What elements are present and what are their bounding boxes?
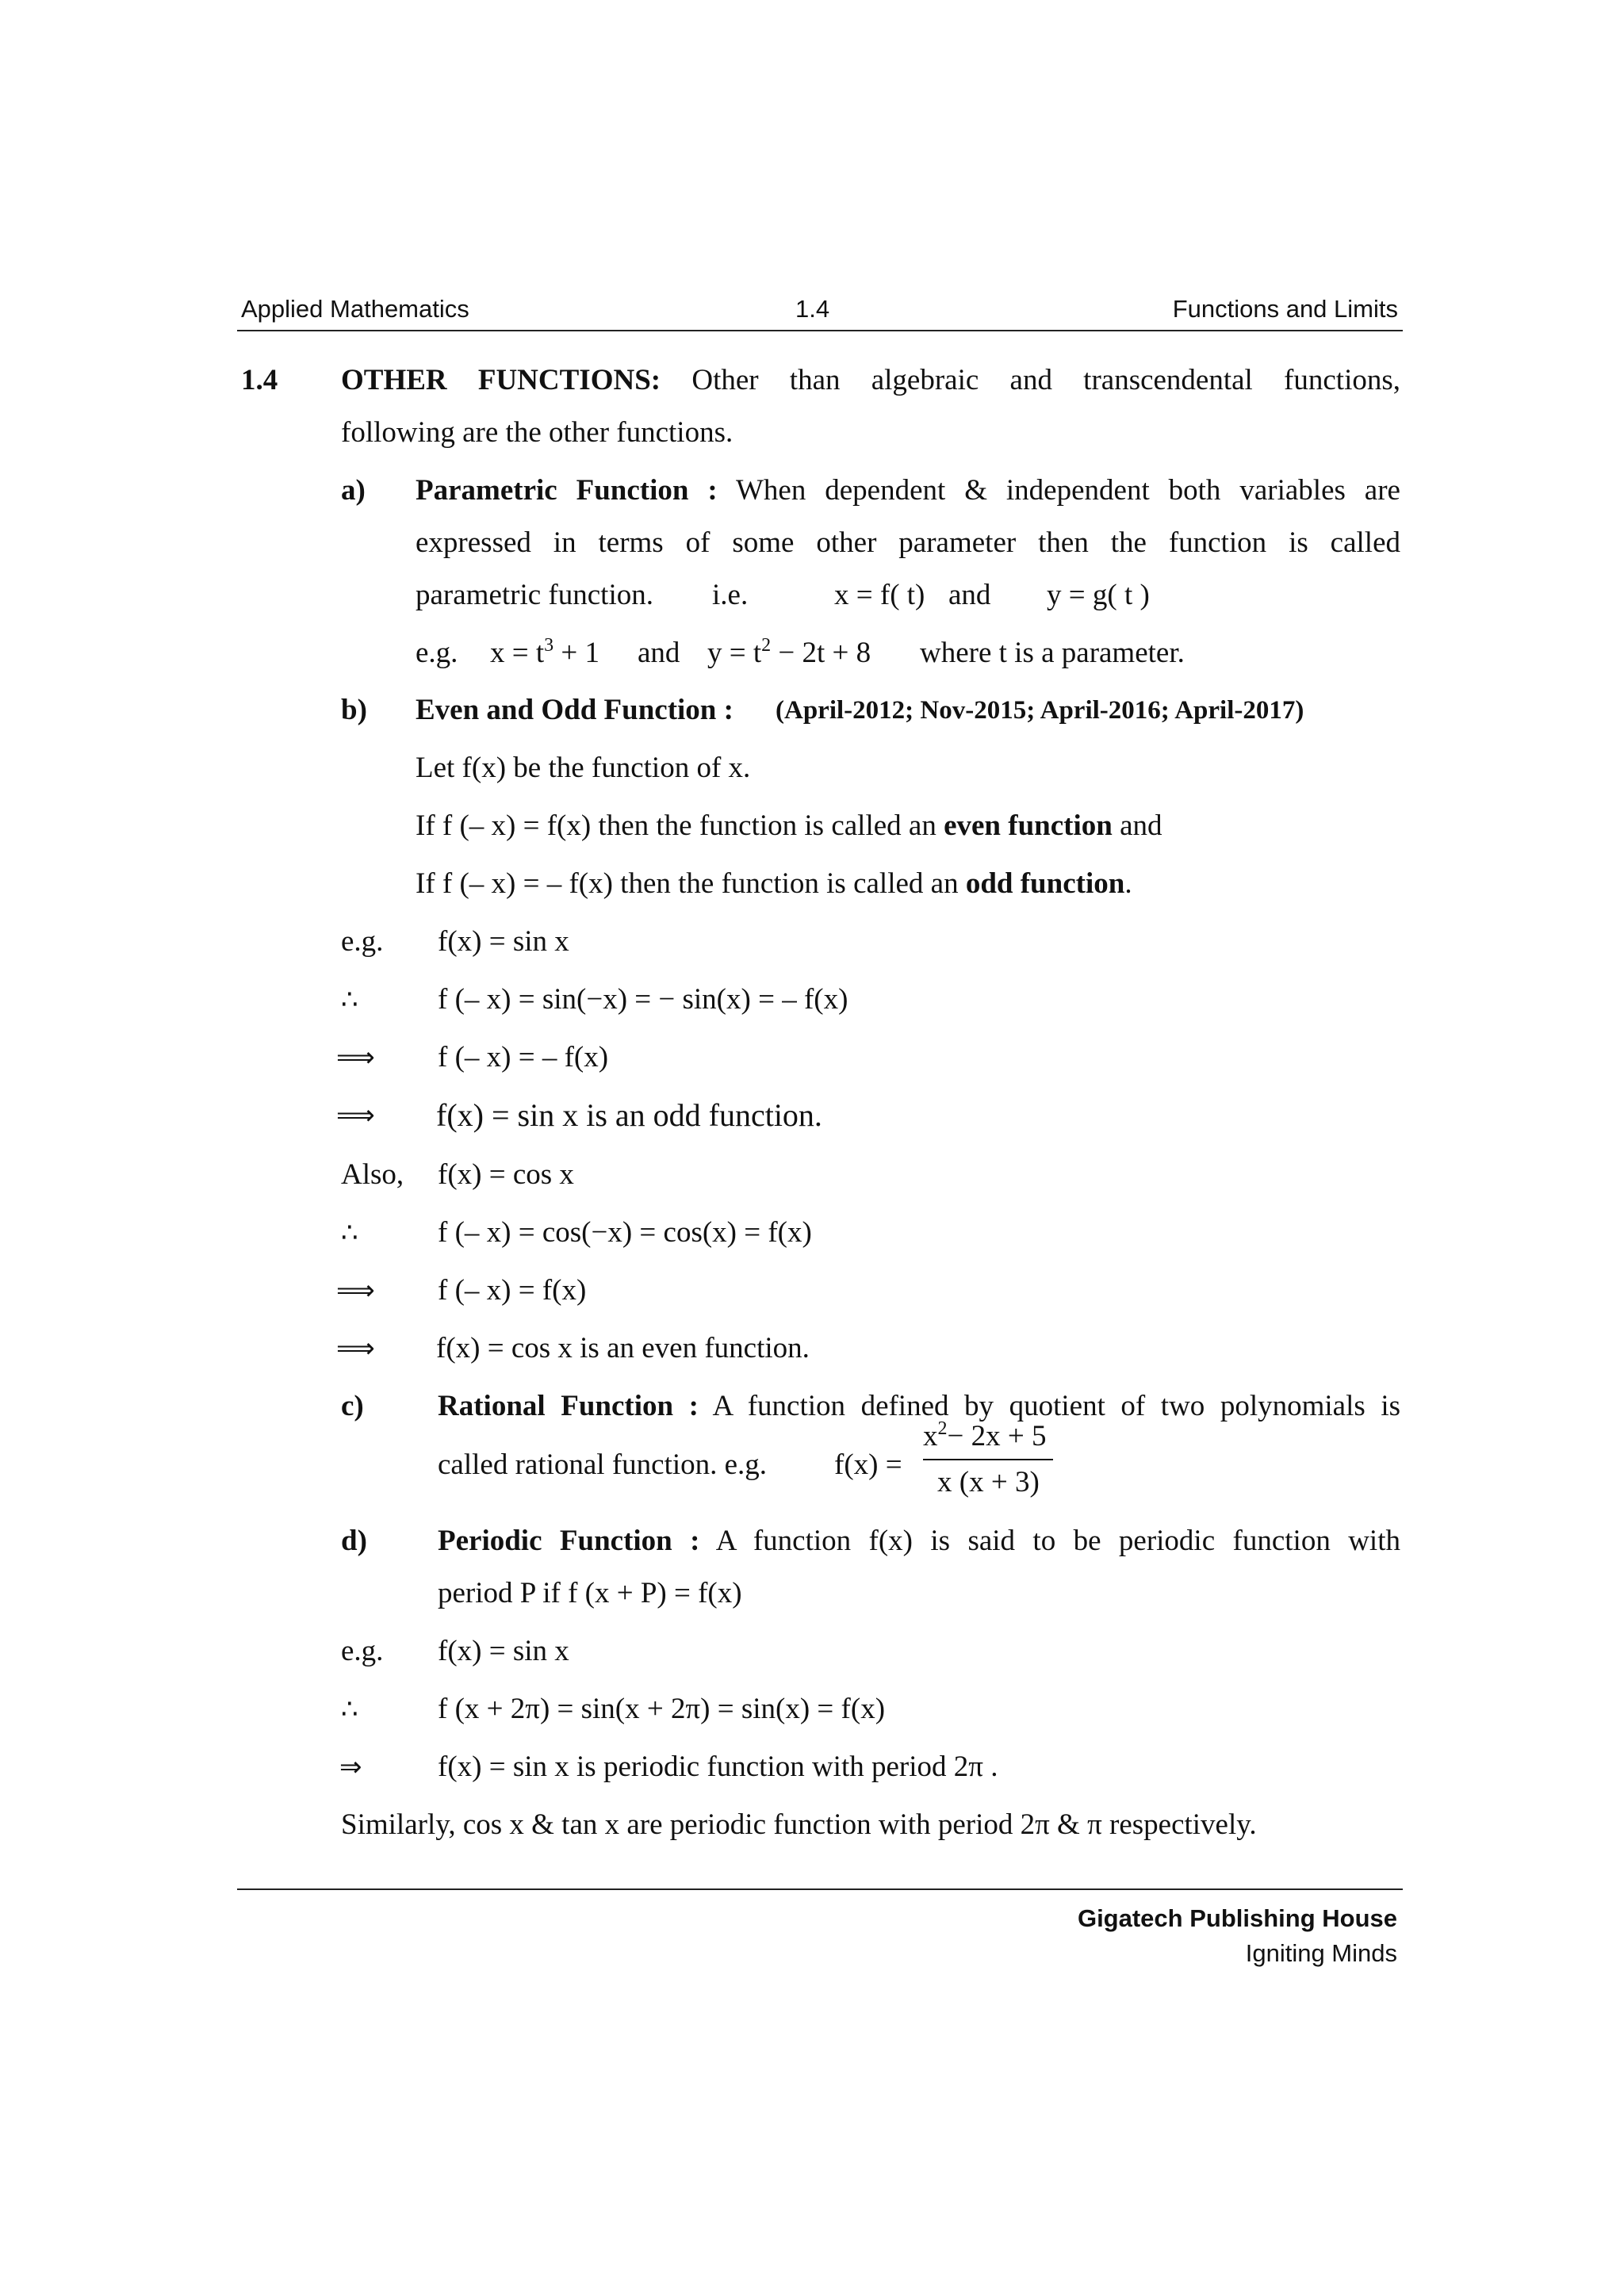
parametric-eg-x — [490, 636, 599, 670]
eg-y-base: y = t — [707, 637, 762, 669]
odd-definition — [416, 867, 1132, 901]
odd-example-line3: f (– x) = – f(x) — [438, 1041, 609, 1073]
parametric-line3-text: parametric function. — [416, 579, 653, 611]
eg-x-rest: + 1 — [553, 637, 600, 669]
odd-example-line1: f(x) = sin x — [438, 925, 569, 958]
parametric-and: and — [948, 579, 991, 611]
rational-line1 — [438, 1389, 1400, 1423]
even-example-conclusion: f(x) = cos x is an even function. — [436, 1332, 810, 1364]
even-odd-title: Even and Odd Function : — [416, 694, 733, 726]
eg-x-exponent: 3 — [544, 635, 554, 656]
therefore-symbol: ∴ — [341, 1217, 358, 1249]
even-definition — [416, 809, 1162, 843]
numerator-base: x — [923, 1420, 938, 1452]
section-intro-line2: following are the other functions. — [341, 416, 733, 449]
implies-symbol: ⇒ — [339, 1751, 362, 1783]
even-def-bold: even function — [944, 809, 1113, 842]
even-odd-exam-dates: (April-2012; Nov-2015; April-2016; April-2017) — [776, 696, 1304, 725]
parametric-line3-ie: i.e. — [712, 579, 749, 611]
odd-def-text: If f (– x) = – f(x) then the function is called an — [416, 867, 966, 900]
even-example-line2: f (– x) = cos(−x) = cos(x) = f(x) — [438, 1216, 812, 1249]
parametric-eg-y — [707, 636, 871, 670]
periodic-example-label: e.g. — [341, 1635, 384, 1667]
parametric-eg-and: and — [638, 637, 680, 669]
even-example-line3: f (– x) = f(x) — [438, 1274, 587, 1307]
eg-x-base: x = t — [490, 637, 545, 669]
rational-marker: c) — [341, 1390, 364, 1422]
numerator-rest: − 2x + 5 — [947, 1420, 1047, 1452]
footer-rule — [237, 1888, 1403, 1890]
parametric-y-eq: y = g( t ) — [1047, 579, 1150, 611]
odd-def-end: . — [1124, 867, 1132, 900]
periodic-line1 — [438, 1524, 1400, 1558]
rational-title: Rational Function : — [438, 1390, 699, 1422]
periodic-similarly: Similarly, cos x & tan x are periodic function with period 2π & π respectively. — [341, 1808, 1257, 1841]
fraction-bar — [923, 1459, 1053, 1460]
fraction-numerator — [923, 1419, 1046, 1453]
odd-example-conclusion: f(x) = sin x is an odd function. — [436, 1097, 822, 1133]
periodic-marker: d) — [341, 1525, 367, 1557]
periodic-example-line1: f(x) = sin x — [438, 1635, 569, 1667]
parametric-eg-label: e.g. — [416, 637, 458, 669]
footer-publisher: Gigatech Publishing House — [1077, 1904, 1397, 1932]
periodic-example-conclusion: f(x) = sin x is periodic function with period 2π . — [438, 1751, 998, 1783]
even-odd-let: Let f(x) be the function of x. — [416, 752, 751, 784]
numerator-exponent: 2 — [937, 1418, 948, 1439]
header-left: Applied Mathematics — [241, 295, 469, 323]
periodic-line1-text: A function f(x) is said to be periodic function with — [715, 1525, 1400, 1557]
odd-example-line2: f (– x) = sin(−x) = − sin(x) = – f(x) — [438, 983, 848, 1016]
parametric-title: Parametric Function : — [416, 474, 718, 507]
footer-tagline: Igniting Minds — [1245, 1939, 1397, 1967]
parametric-line2: expressed in terms of some other parameter then the function is called — [416, 526, 1400, 559]
parametric-x-eq: x = f( t) — [834, 579, 925, 611]
section-number: 1.4 — [241, 364, 278, 396]
parametric-line1 — [416, 473, 1400, 507]
header-right: Functions and Limits — [1172, 295, 1398, 323]
even-def-end: and — [1112, 809, 1162, 842]
periodic-example-line2: f (x + 2π) = sin(x + 2π) = sin(x) = f(x) — [438, 1693, 886, 1725]
section-title: OTHER FUNCTIONS: — [341, 364, 661, 396]
rational-line2: called rational function. e.g. — [438, 1448, 768, 1481]
header-rule — [237, 330, 1403, 331]
periodic-title: Periodic Function : — [438, 1525, 700, 1557]
eg-y-exponent: 2 — [761, 635, 772, 656]
implies-symbol: ⟹ — [336, 1042, 375, 1073]
periodic-line2: period P if f (x + P) = f(x) — [438, 1577, 742, 1609]
therefore-symbol: ∴ — [341, 984, 358, 1016]
fraction-denominator: x (x + 3) — [937, 1466, 1040, 1498]
odd-example-label: e.g. — [341, 925, 384, 958]
rational-fx: f(x) = — [834, 1448, 902, 1481]
header-page-number: 1.4 — [795, 295, 830, 323]
parametric-marker: a) — [341, 474, 366, 507]
implies-symbol: ⟹ — [336, 1275, 375, 1307]
parametric-eg-where: where t is a parameter. — [920, 637, 1185, 669]
even-odd-marker: b) — [341, 694, 367, 726]
therefore-symbol: ∴ — [341, 1693, 358, 1725]
implies-symbol: ⟹ — [336, 1333, 375, 1364]
section-intro-line1 — [341, 363, 1400, 397]
odd-def-bold: odd function — [965, 867, 1125, 900]
parametric-line1-text: When dependent & independent both variables are — [735, 474, 1400, 507]
even-def-text: If f (– x) = f(x) then the function is called an — [416, 809, 944, 842]
section-intro-text: Other than algebraic and transcendental functions, — [691, 364, 1401, 396]
even-example-line1: f(x) = cos x — [438, 1158, 574, 1191]
eg-y-rest: − 2t + 8 — [771, 637, 871, 669]
implies-symbol: ⟹ — [336, 1100, 375, 1131]
even-example-label: Also, — [341, 1158, 404, 1191]
rational-line1-text: A function defined by quotient of two polynomials is — [712, 1390, 1401, 1422]
